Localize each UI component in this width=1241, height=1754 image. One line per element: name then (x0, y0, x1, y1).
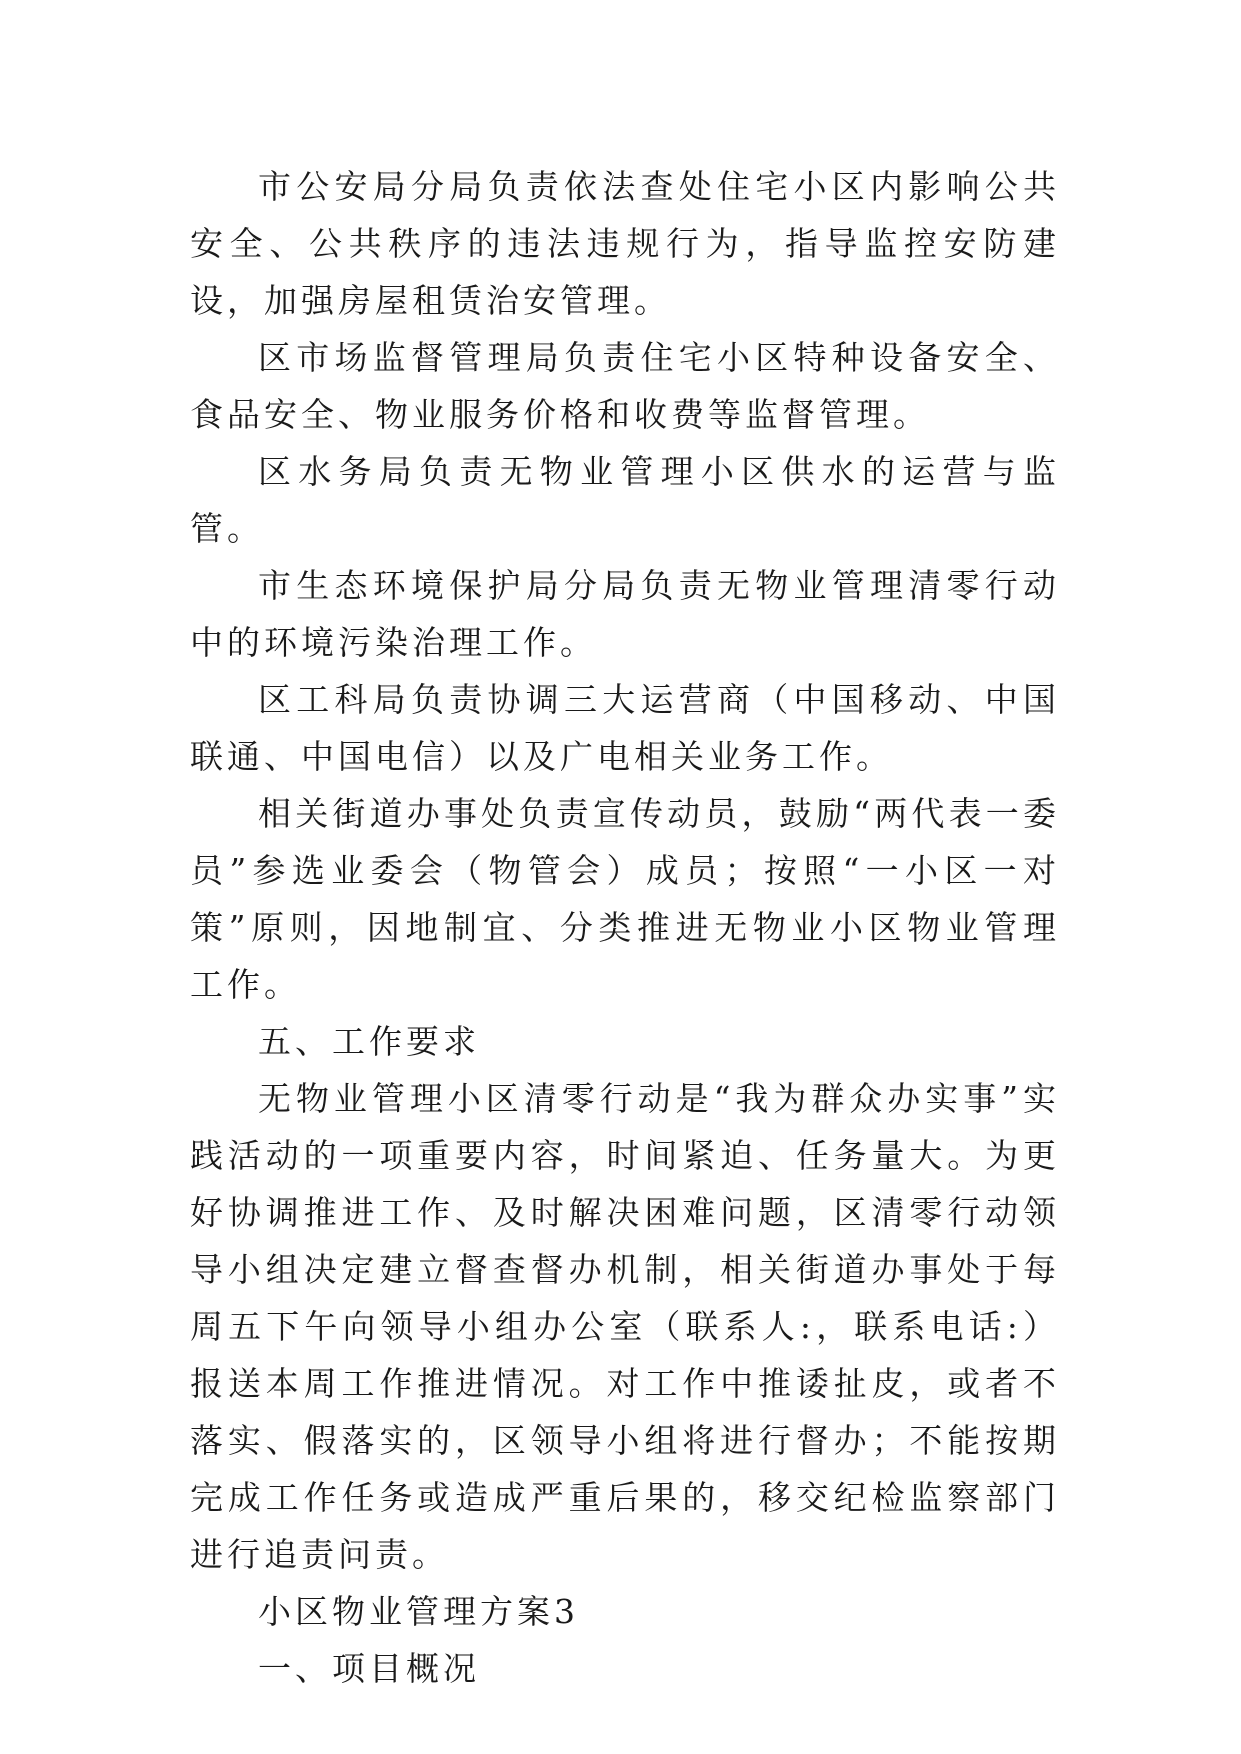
section-heading-work-requirements: 五、工作要求 (258, 1022, 480, 1061)
document-body (190, 158, 1060, 1697)
section-heading-project-overview: 一、项目概况 (258, 1649, 480, 1688)
document-title-plan-3: 小区物业管理方案3 (258, 1592, 579, 1631)
paragraph-work-requirements: 无物业管理小区清零行动是“我为群众办实事”实践活动的一项重要内容，时间紧迫、任务量大。为更好协调推进工作、及时解决困难问题，区清零行动领导小组决定建立督查督办机制，相关街道办事处于每周五下午向领导小组办公室（联系人:，联系电话:）报送本周工作推进情况。对工作中推诿扯皮，或者不落实、假落实的，区领导小组将进行督办；不能按期完成工作任务或造成严重后果的，移交纪检监察部门进行追责问责。 (190, 1079, 1060, 1574)
paragraph-industry-technology: 区工科局负责协调三大运营商（中国移动、中国联通、中国电信）以及广电相关业务工作。 (190, 680, 1060, 776)
paragraph-public-security: 市公安局分局负责依法查处住宅小区内影响公共安全、公共秩序的违法违规行为，指导监控安防建设，加强房屋租赁治安管理。 (190, 167, 1060, 320)
paragraph-market-supervision: 区市场监督管理局负责住宅小区特种设备安全、食品安全、物业服务价格和收费等监督管理。 (190, 338, 1060, 434)
paragraph-street-offices: 相关街道办事处负责宣传动员，鼓励“两代表一委员”参选业委会（物管会）成员；按照“一小区一对策”原则，因地制宜、分类推进无物业小区物业管理工作。 (190, 794, 1060, 1004)
paragraph-ecology-environment: 市生态环境保护局分局负责无物业管理清零行动中的环境污染治理工作。 (190, 566, 1060, 662)
paragraph-water-affairs: 区水务局负责无物业管理小区供水的运营与监管。 (190, 452, 1060, 548)
